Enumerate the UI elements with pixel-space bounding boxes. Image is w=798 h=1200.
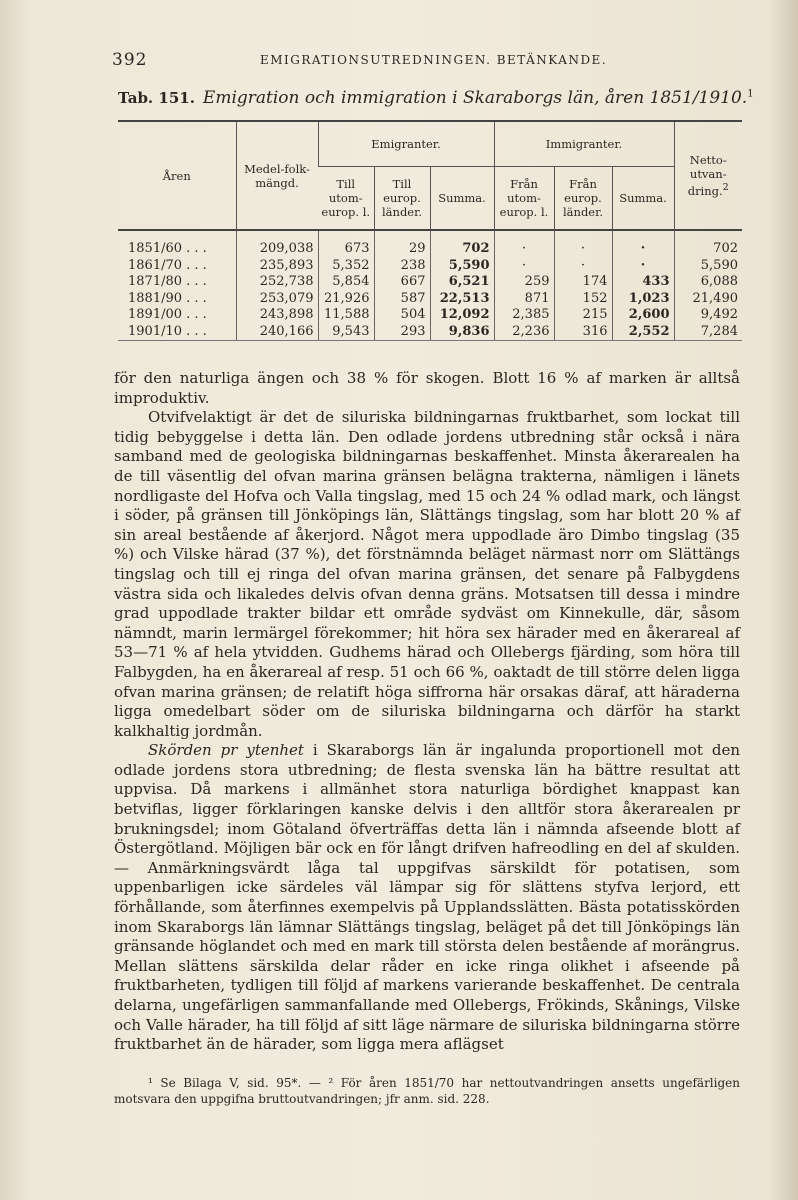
footnotes [114, 1076, 740, 1107]
header-net-label: Netto-utvan-dring. [687, 153, 727, 198]
paragraph-text: i Skaraborgs län är ingalunda proportionell mot den odlade jordens stora utbredning; de flesta svenska län ha bättre resultat att uppvisa. Då markens i allmänhet stora naturliga bördighet knappast kan betviflas, ligger förklaringen kanske delvis i den alltför stora åkerarealen pr brukningsdel; inom Götaland öfverträffas detta län i nämnda afseende blott af Östergötland. Möjligen bär ock en för långt drifven hafreodling en del af skulden. — Anmärkningsvärdt låga tal uppgifvas särskildt för potatisen, som uppenbarligen icke särdeles väl lämpar sig för slättens styfva lerjord, ett förhållande, som återfinnes exempelvis på Upplandsslätten. Bästa potatisskörden inom Skaraborgs län lämnar Slättängs tingslag, beläget på det till Jönköpings län gränsande höglandet och med en mark till största delen bestående af morängrus. Mellan slättens särskilda delar råder en icke ringa olikhet i afseende på fruktbarheten, tydligen till följd af markens varierande beskaffenhet. De centrala delarna, ungefärligen sammanfallande med Ollebergs, Frökinds, Skånings, Vilske och Valle härader, ha till följd af sitt läge närmare de siluriska bildningarna större fruktbarhet än de härader, som ligga mera aflägset [114, 741, 740, 1054]
table-row [118, 291, 742, 308]
cell-net: 702 [674, 230, 742, 258]
cell-year: 1891/00 . . . [128, 307, 207, 322]
cell-im-europe: 215 [554, 307, 612, 324]
cell-population: 252,738 [236, 274, 318, 291]
cell-em-sum: 6,521 [430, 274, 494, 291]
net-footnote-mark: 2 [722, 182, 729, 194]
paragraph: för den naturliga ängen och 38 % för skogen. Blott 16 % af marken är alltså improduktiv. [114, 369, 740, 407]
cell-em-europe: 587 [374, 291, 430, 308]
cell-population: 209,038 [236, 230, 318, 258]
header-im-sum: Summa. [612, 167, 674, 231]
page-header [112, 50, 732, 74]
cell-net: 7,284 [674, 324, 742, 341]
cell-em-sum: 9,836 [430, 324, 494, 341]
header-em-europe: Till europ. länder. [374, 167, 430, 231]
page-number: 392 [112, 50, 148, 70]
cell-net: 21,490 [674, 291, 742, 308]
cell-em-outside: 9,543 [318, 324, 374, 341]
cell-population: 243,898 [236, 307, 318, 324]
cell-em-outside: 11,588 [318, 307, 374, 324]
cell-net: 9,492 [674, 307, 742, 324]
cell-im-outside: 871 [494, 291, 554, 308]
header-net [674, 121, 742, 230]
header-population: Medel-folk-mängd. [236, 121, 318, 230]
table-title [118, 88, 758, 108]
cell-im-sum: · [612, 230, 674, 258]
cell-im-sum: 433 [612, 274, 674, 291]
header-emigrants: Emigranter. [318, 121, 494, 167]
table-row [118, 230, 742, 258]
header-years: Åren [118, 121, 236, 230]
table-row [118, 274, 742, 291]
caption-footnote-mark: 1 [747, 88, 754, 100]
table-caption: Emigration och immigration i Skaraborgs län, åren 1851/1910. [202, 88, 748, 108]
running-head: EMIGRATIONSUTREDNINGEN. BETÄNKANDE. [260, 53, 608, 67]
header-im-outside: Från utom-europ. l. [494, 167, 554, 231]
table-row [118, 324, 742, 341]
cell-im-outside: 259 [494, 274, 554, 291]
cell-im-sum: 1,023 [612, 291, 674, 308]
cell-im-europe: 152 [554, 291, 612, 308]
cell-im-sum: · [612, 258, 674, 275]
header-em-outside: Till utom-europ. l. [318, 167, 374, 231]
cell-im-sum: 2,552 [612, 324, 674, 341]
table-row [118, 307, 742, 324]
cell-population: 253,079 [236, 291, 318, 308]
cell-net: 6,088 [674, 274, 742, 291]
cell-em-sum: 22,513 [430, 291, 494, 308]
paragraph-lead-italic: Skörden pr ytenhet [148, 741, 304, 760]
emigration-table [118, 120, 742, 341]
table-row [118, 258, 742, 275]
table-number: Tab. 151. [118, 89, 195, 107]
header-em-sum: Summa. [430, 167, 494, 231]
cell-em-outside: 5,352 [318, 258, 374, 275]
cell-em-europe: 29 [374, 230, 430, 258]
cell-im-europe: · [554, 230, 612, 258]
header-immigrants: Immigranter. [494, 121, 674, 167]
cell-em-europe: 293 [374, 324, 430, 341]
cell-em-sum: 12,092 [430, 307, 494, 324]
footnote-text: ¹ Se Bilaga V, sid. 95*. — ² För åren 1851/70 har nettoutvandringen ansetts ungefärligen motsvara den uppgifna bruttoutvandringen; jfr anm. sid. 228. [114, 1076, 740, 1106]
cell-year: 1851/60 . . . [128, 241, 207, 256]
cell-year: 1881/90 . . . [128, 290, 207, 306]
cell-em-outside: 673 [318, 230, 374, 258]
cell-em-europe: 667 [374, 274, 430, 291]
cell-im-europe: · [554, 258, 612, 275]
header-im-europe: Från europ. länder. [554, 167, 612, 231]
cell-im-sum: 2,600 [612, 307, 674, 324]
cell-population: 240,166 [236, 324, 318, 341]
cell-em-europe: 504 [374, 307, 430, 324]
cell-year: 1861/70 . . . [128, 257, 207, 273]
paragraph: Otvifvelaktigt är det de siluriska bildningarnas fruktbarhet, som lockat till tidig bebyggelse i detta län. Den odlade jordens utbredning står också i nära samband med de geologiska bildningarnas beskaffenhet. Minsta åkerarealen ha de till väsentlig del ofvan marina gränsen belägna trakterna, nämligen i länets nordligaste del Hofva och Valla tingslag, med 15 och 24 % odlad mark, och längst i söder, på gränsen till Jönköpings län, Slättängs tingslag, som har blott 20 % af sin areal bestående af åkerjord. Något mera uppodlade äro Dimbo tingslag (35 %) och Vilske härad (37 %), det förstnämnda beläget närmast norr om Slättängs tingslag och till ej ringa del ofvan marina gränsen, det senare på Falbygdens västra sida och likaledes delvis ofvan denna gräns. Motsatsen till dessa i mindre grad uppodlade trakter bildar ett område sydväst om Kinnekulle, där, såsom nämndt, marin lermärgel förekommer; hit höra sex härader med en åkerareal af 53—71 % af hela ytvidden. Gudhems härad och Ollebergs fjärding, som höra till Falbygden, ha en åkerareal af resp. 51 och 66 %, oaktadt de till större delen ligga ofvan marina gränsen; de relatift höga siffrorna här orsakas däraf, att häraderna ligga omedelbart söder om de siluriska bildningarna och därför ha starkt kalkhaltig jordmån. [114, 408, 740, 740]
cell-em-sum: 5,590 [430, 258, 494, 275]
cell-im-outside: · [494, 258, 554, 275]
body-text [114, 369, 740, 1055]
cell-im-outside: 2,385 [494, 307, 554, 324]
cell-im-outside: · [494, 230, 554, 258]
cell-year: 1901/10 . . . [118, 324, 236, 341]
cell-em-outside: 21,926 [318, 291, 374, 308]
cell-im-outside: 2,236 [494, 324, 554, 341]
cell-population: 235,893 [236, 258, 318, 275]
cell-im-europe: 316 [554, 324, 612, 341]
cell-year: 1871/80 . . . [128, 274, 207, 289]
cell-em-europe: 238 [374, 258, 430, 275]
cell-net: 5,590 [674, 258, 742, 275]
cell-em-sum: 702 [430, 230, 494, 258]
cell-em-outside: 5,854 [318, 274, 374, 291]
cell-im-europe: 174 [554, 274, 612, 291]
paragraph [114, 741, 740, 1055]
